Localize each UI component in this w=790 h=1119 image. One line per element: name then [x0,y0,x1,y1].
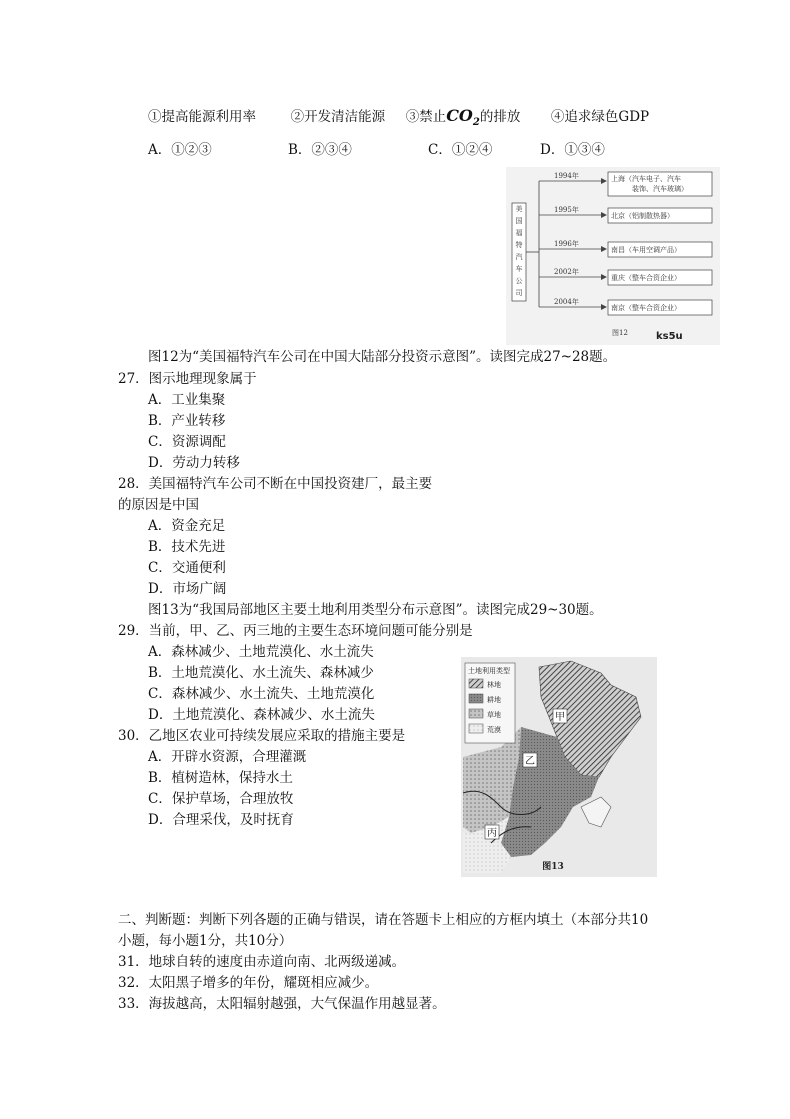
q31: 31．地球自转的速度由赤道向南、北两级递减。 [118,954,406,970]
q29-option-a: A．森林减少、土地荒漠化、水土流失 [148,644,374,660]
arrow-head-1 [601,212,607,218]
section2-title-2: 小题，每小题1分，共10分） [118,933,293,949]
q28-option-c: C．交通便利 [148,560,226,576]
figure-12-caption: 图12 [612,329,628,337]
branch-label-0-line2: 装饰、汽车玻璃） [632,185,688,193]
legend-swatch-grassland [469,709,483,718]
q32: 32．太阳黑子增多的年份，耀斑相应减少。 [118,975,379,991]
branch-year-2: 1996年 [554,240,579,248]
branch-year-0: 1994年 [554,172,579,180]
q29-option-b: B．土地荒漠化、水土流失、森林减少 [148,665,374,681]
q30-option-d: D．合理采伐，及时抚育 [148,812,294,828]
q28-stem-2: 的原因是中国 [118,497,199,513]
option-3-suffix: 的排放 [479,109,521,125]
place-bing: 丙 [487,828,497,839]
intro-figure-12: 图12为“美国福特汽车公司在中国大陆部分投资示意图”。读图完成27~28题。 [148,349,617,365]
branch-label-0: 上海（汽车电子、汽车 [611,175,681,183]
option-4: ④追求绿色GDP [550,109,650,125]
figure-13-caption: 图13 [542,862,564,872]
branch-label-4: 南京（整车合资企业） [611,304,681,312]
figure-12 [506,167,720,345]
legend-swatch-forest [469,679,483,688]
q28-option-d: D．市场广阔 [148,581,227,597]
watermark: ks5u [656,331,683,342]
answer-a: A．①②③ [148,142,212,158]
section2-title-1: 二、判断题：判断下列各题的正确与错误，请在答题卡上相应的方框内填土（本部分共10 [118,912,649,928]
answer-b: B．②③④ [288,142,352,158]
company-vertical-label: 美国福特汽车公司 [515,205,523,297]
q29-stem: 29．当前，甲、乙、丙三地的主要生态环境问题可能分别是 [118,623,473,639]
q27-option-c: C．资源调配 [148,434,226,450]
arrow-head-2 [601,246,607,252]
option-1: ①提高能源利用率 [148,109,256,125]
legend-desert: 荒漠 [487,726,501,734]
intro-figure-13: 图13为“我国局部地区主要土地利用类型分布示意图”。读图完成29~30题。 [148,602,603,618]
place-jia: 甲 [555,712,565,723]
legend-grassland: 草地 [487,711,501,719]
q33: 33．海拔越高，太阳辐射越强，大气保温作用越显著。 [118,996,446,1012]
options-line [148,106,649,133]
arrow-head-3 [601,274,607,280]
arrow-head-4 [601,304,607,310]
q30-option-c: C．保护草场，合理放牧 [148,791,294,807]
legend-forest: 林地 [487,681,501,689]
q30-stem: 30．乙地区农业可持续发展应采取的措施主要是 [118,728,406,744]
legend-title: 土地利用类型 [468,667,510,675]
branch-label-3: 重庆（整车合资企业） [611,274,681,282]
figure-13 [461,657,657,877]
q29-option-d: D．土地荒漠化、森林减少、水土流失 [148,707,375,723]
q27-stem: 27．图示地理现象属于 [118,371,257,387]
legend-swatch-desert [469,724,483,733]
legend-swatch-farmland [469,694,483,703]
q27-option-b: B．产业转移 [148,413,226,429]
q29-option-c: C．森林减少、水土流失、土地荒漠化 [148,686,375,702]
legend-farmland: 耕地 [487,696,501,704]
branch-label-1: 北京（铝制散热器） [611,212,674,220]
branch-label-2: 南昌（车用空调产品） [611,246,681,254]
branch-year-4: 2004年 [554,298,579,306]
branch-year-1: 1995年 [554,206,579,214]
branch-year-3: 2002年 [554,268,579,276]
q27-option-a: A．工业集聚 [148,392,226,408]
answer-d: D．①③④ [540,142,605,158]
q27-option-d: D．劳动力转移 [148,455,240,471]
q28-option-b: B．技术先进 [148,539,226,555]
q28-stem-1: 28．美国福特汽车公司不断在中国投资建厂，最主要 [118,476,433,492]
q30-option-b: B．植树造林，保持水土 [148,770,293,786]
answer-c: C．①②④ [428,142,493,158]
option-3: ③禁止 [405,109,447,125]
q28-option-a: A．资金充足 [148,518,226,534]
arrow-head-0 [601,178,607,184]
option-2: ②开发清洁能源 [290,109,386,125]
q30-option-a: A．开辟水资源，合理灌溉 [148,749,307,765]
co2-formula: $CO_2$ [446,106,480,129]
place-yi: 乙 [525,756,535,767]
